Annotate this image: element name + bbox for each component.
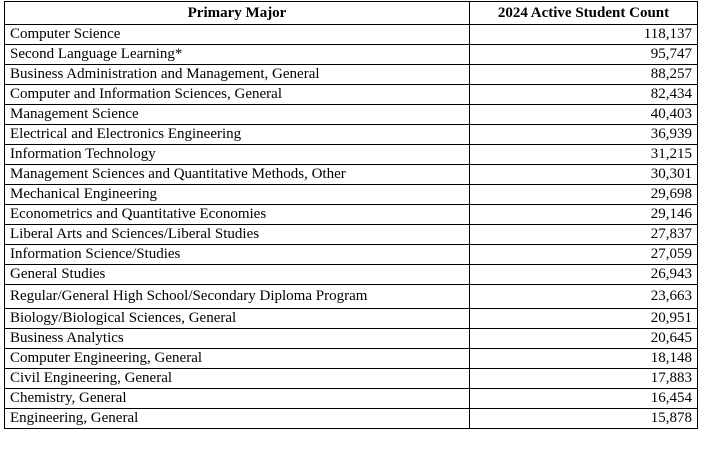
count-cell: 95,747	[470, 45, 698, 65]
header-primary-major: Primary Major	[5, 2, 470, 25]
major-cell: Civil Engineering, General	[5, 369, 470, 389]
major-cell: General Studies	[5, 265, 470, 285]
major-cell: Computer Science	[5, 25, 470, 45]
majors-table	[4, 1, 698, 429]
count-cell: 30,301	[470, 165, 698, 185]
major-cell: Liberal Arts and Sciences/Liberal Studies	[5, 225, 470, 245]
table-row	[5, 285, 698, 309]
count-cell: 17,883	[470, 369, 698, 389]
header-row	[5, 2, 698, 25]
major-cell: Second Language Learning*	[5, 45, 470, 65]
major-cell: Biology/Biological Sciences, General	[5, 309, 470, 329]
major-cell: Business Analytics	[5, 329, 470, 349]
count-cell: 31,215	[470, 145, 698, 165]
table-row	[5, 25, 698, 45]
count-cell: 88,257	[470, 65, 698, 85]
major-cell: Computer Engineering, General	[5, 349, 470, 369]
major-cell: Management Science	[5, 105, 470, 125]
table-row	[5, 105, 698, 125]
count-cell: 118,137	[470, 25, 698, 45]
table-row	[5, 389, 698, 409]
count-cell: 40,403	[470, 105, 698, 125]
major-cell: Information Science/Studies	[5, 245, 470, 265]
count-cell: 29,146	[470, 205, 698, 225]
count-cell: 82,434	[470, 85, 698, 105]
count-cell: 27,059	[470, 245, 698, 265]
table-row	[5, 245, 698, 265]
major-cell: Information Technology	[5, 145, 470, 165]
count-cell: 26,943	[470, 265, 698, 285]
table-row	[5, 65, 698, 85]
count-cell: 15,878	[470, 409, 698, 429]
header-student-count: 2024 Active Student Count	[470, 2, 698, 25]
major-cell: Chemistry, General	[5, 389, 470, 409]
count-cell: 23,663	[470, 285, 698, 309]
count-cell: 20,951	[470, 309, 698, 329]
table-row	[5, 329, 698, 349]
count-cell: 16,454	[470, 389, 698, 409]
major-cell: Mechanical Engineering	[5, 185, 470, 205]
table-row	[5, 369, 698, 389]
table-row	[5, 45, 698, 65]
table-row	[5, 349, 698, 369]
count-cell: 36,939	[470, 125, 698, 145]
table-row	[5, 225, 698, 245]
table-row	[5, 309, 698, 329]
count-cell: 29,698	[470, 185, 698, 205]
count-cell: 27,837	[470, 225, 698, 245]
table-row	[5, 409, 698, 429]
major-cell: Business Administration and Management, General	[5, 65, 470, 85]
table-row	[5, 205, 698, 225]
major-cell: Econometrics and Quantitative Economies	[5, 205, 470, 225]
major-cell: Engineering, General	[5, 409, 470, 429]
table-row	[5, 185, 698, 205]
table-row	[5, 85, 698, 105]
major-cell: Electrical and Electronics Engineering	[5, 125, 470, 145]
table-row	[5, 165, 698, 185]
count-cell: 20,645	[470, 329, 698, 349]
table-row	[5, 125, 698, 145]
table-row	[5, 265, 698, 285]
table-row	[5, 145, 698, 165]
major-cell: Regular/General High School/Secondary Diploma Program	[5, 285, 470, 309]
count-cell: 18,148	[470, 349, 698, 369]
major-cell: Computer and Information Sciences, General	[5, 85, 470, 105]
major-cell: Management Sciences and Quantitative Methods, Other	[5, 165, 470, 185]
